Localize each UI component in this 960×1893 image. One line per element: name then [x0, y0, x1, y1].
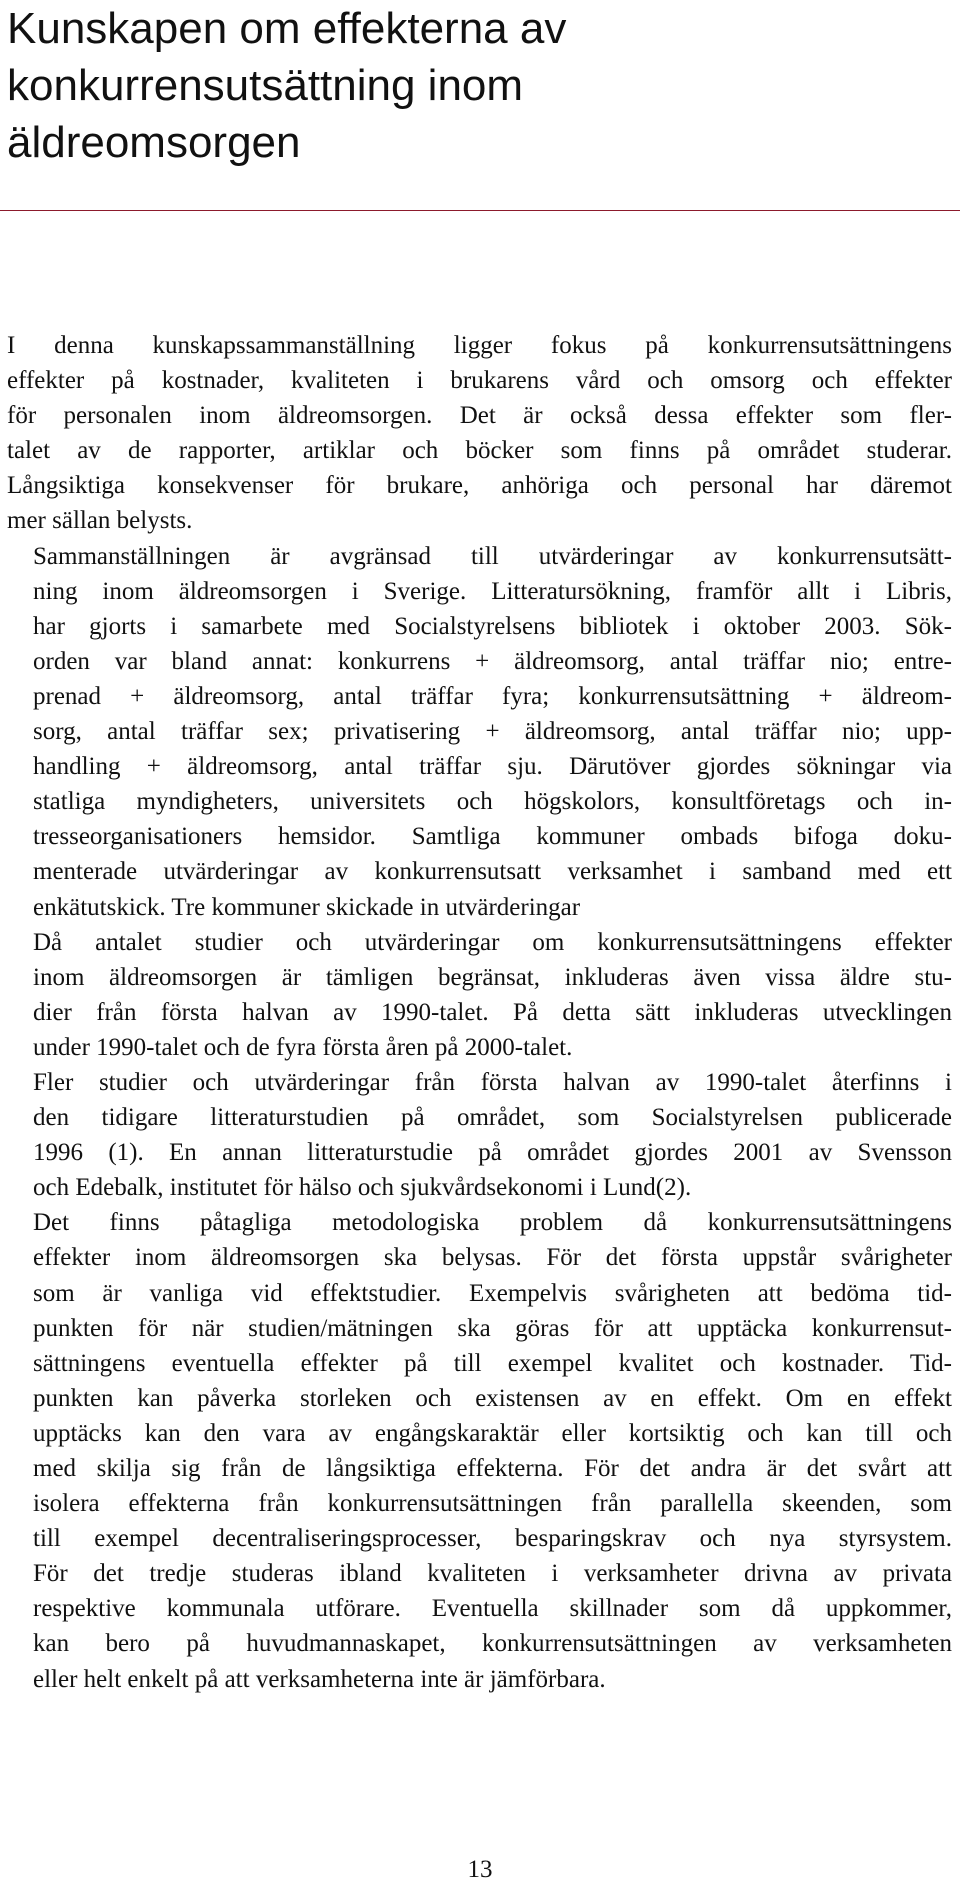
text-line: till exempel decentraliseringsprocesser, besparingskrav och nya styrsystem. [33, 1525, 952, 1553]
text-line: eller helt enkelt på att verksamheterna inte är jämförbara. [33, 1665, 606, 1693]
text-line: 1996 (1). En annan litteraturstudie på området gjordes 2001 av Svensson [33, 1139, 952, 1167]
paragraph [7, 539, 952, 925]
heading-divider [0, 210, 960, 211]
text-line: Fler studier och utvärderingar från första halvan av 1990-talet återfinns i [33, 1068, 952, 1096]
text-line: sorg, antal träffar sex; privatisering + äldreomsorg, antal träffar nio; upp- [33, 718, 952, 746]
text-line: handling + äldreomsorg, antal träffar sju. Därutöver gjordes sökningar via [33, 753, 952, 781]
text-line: punkten kan påverka storleken och existensen av en effekt. Om en effekt [33, 1384, 952, 1412]
page-heading [7, 0, 947, 171]
text-line: och Edebalk, institutet för hälso och sjukvårdsekonomi i Lund(2). [33, 1174, 692, 1202]
text-line: menterade utvärderingar av konkurrensutsatt verksamhet i samband med ett [33, 858, 952, 886]
paragraph [7, 1205, 952, 1696]
text-line: effekter inom äldreomsorgen ska belysas. För det första uppstår svårigheter [33, 1244, 952, 1272]
text-line: effekter på kostnader, kvaliteten i brukarens vård och omsorg och effekter [7, 367, 952, 395]
heading-line: äldreomsorgen [7, 118, 301, 167]
text-line: Sammanställningen är avgränsad till utvärderingar av konkurrensutsätt- [33, 542, 952, 570]
text-line: mer sällan belysts. [7, 507, 193, 535]
text-line: tresseorganisationers hemsidor. Samtliga kommuner ombads bifoga doku- [33, 823, 952, 851]
text-line: talet av de rapporter, artiklar och böcker som finns på området studerar. [7, 437, 952, 465]
heading-line: konkurrensutsättning inom [7, 61, 524, 110]
text-line: För det tredje studeras ibland kvaliteten i verksamheter drivna av privata [33, 1560, 952, 1588]
paragraph [7, 328, 952, 539]
text-line: prenad + äldreomsorg, antal träffar fyra; konkurrensutsättning + äldreom- [33, 682, 952, 710]
text-line: kan bero på huvudmannaskapet, konkurrensutsättningen av verksamheten [33, 1630, 952, 1658]
text-line: sättningens eventuella effekter på till exempel kvalitet och kostnader. Tid- [33, 1349, 952, 1377]
page-number: 13 [467, 1856, 493, 1883]
text-line: enkätutskick. Tre kommuner skickade in utvärderingar [33, 893, 581, 921]
text-line: orden var bland annat: konkurrens + äldreomsorg, antal träffar nio; entre- [33, 647, 952, 675]
text-line: I denna kunskapssammanställning ligger fokus på konkurrensutsättningens [7, 332, 952, 359]
heading-line: Kunskapen om effekterna av [7, 4, 567, 53]
paragraph [7, 1065, 952, 1205]
text-line: som är vanliga vid effektstudier. Exempelvis svårigheten att bedöma tid- [33, 1279, 952, 1307]
text-line: punkten för när studien/mätningen ska göras för att upptäcka konkurrensut- [33, 1314, 952, 1342]
text-line: Det finns påtagliga metodologiska problem då konkurrensutsättningens [33, 1209, 952, 1237]
paragraph [7, 925, 952, 1065]
text-line: upptäcks kan den vara av engångskaraktär eller kortsiktig och kan till och [33, 1419, 952, 1447]
body-text [7, 328, 952, 1697]
text-line: statliga myndigheters, universitets och högskolors, konsultföretags och in- [33, 788, 952, 816]
text-line: har gjorts i samarbete med Socialstyrelsens bibliotek i oktober 2003. Sök- [33, 612, 952, 640]
text-line: isolera effekterna från konkurrensutsättningen från parallella skeenden, som [33, 1490, 952, 1518]
text-line: dier från första halvan av 1990-talet. På detta sätt inkluderas utvecklingen [33, 998, 952, 1026]
text-line: inom äldreomsorgen är tämligen begränsat, inkluderas även vissa äldre stu- [33, 963, 952, 991]
text-line: för personalen inom äldreomsorgen. Det är också dessa effekter som fler- [7, 402, 952, 430]
text-line: ning inom äldreomsorgen i Sverige. Litteratursökning, framför allt i Libris, [33, 577, 952, 605]
text-line: under 1990-talet och de fyra första åren på 2000-talet. [33, 1033, 573, 1061]
text-line: Långsiktiga konsekvenser för brukare, anhöriga och personal har däremot [7, 472, 952, 500]
text-line: Då antalet studier och utvärderingar om konkurrensutsättningens effekter [33, 928, 952, 956]
text-line: den tidigare litteraturstudien på området, som Socialstyrelsen publicerade [33, 1104, 952, 1132]
text-line: med skilja sig från de långsiktiga effekterna. För det andra är det svårt att [33, 1455, 952, 1482]
text-line: respektive kommunala utförare. Eventuella skillnader som då uppkommer, [33, 1595, 952, 1623]
